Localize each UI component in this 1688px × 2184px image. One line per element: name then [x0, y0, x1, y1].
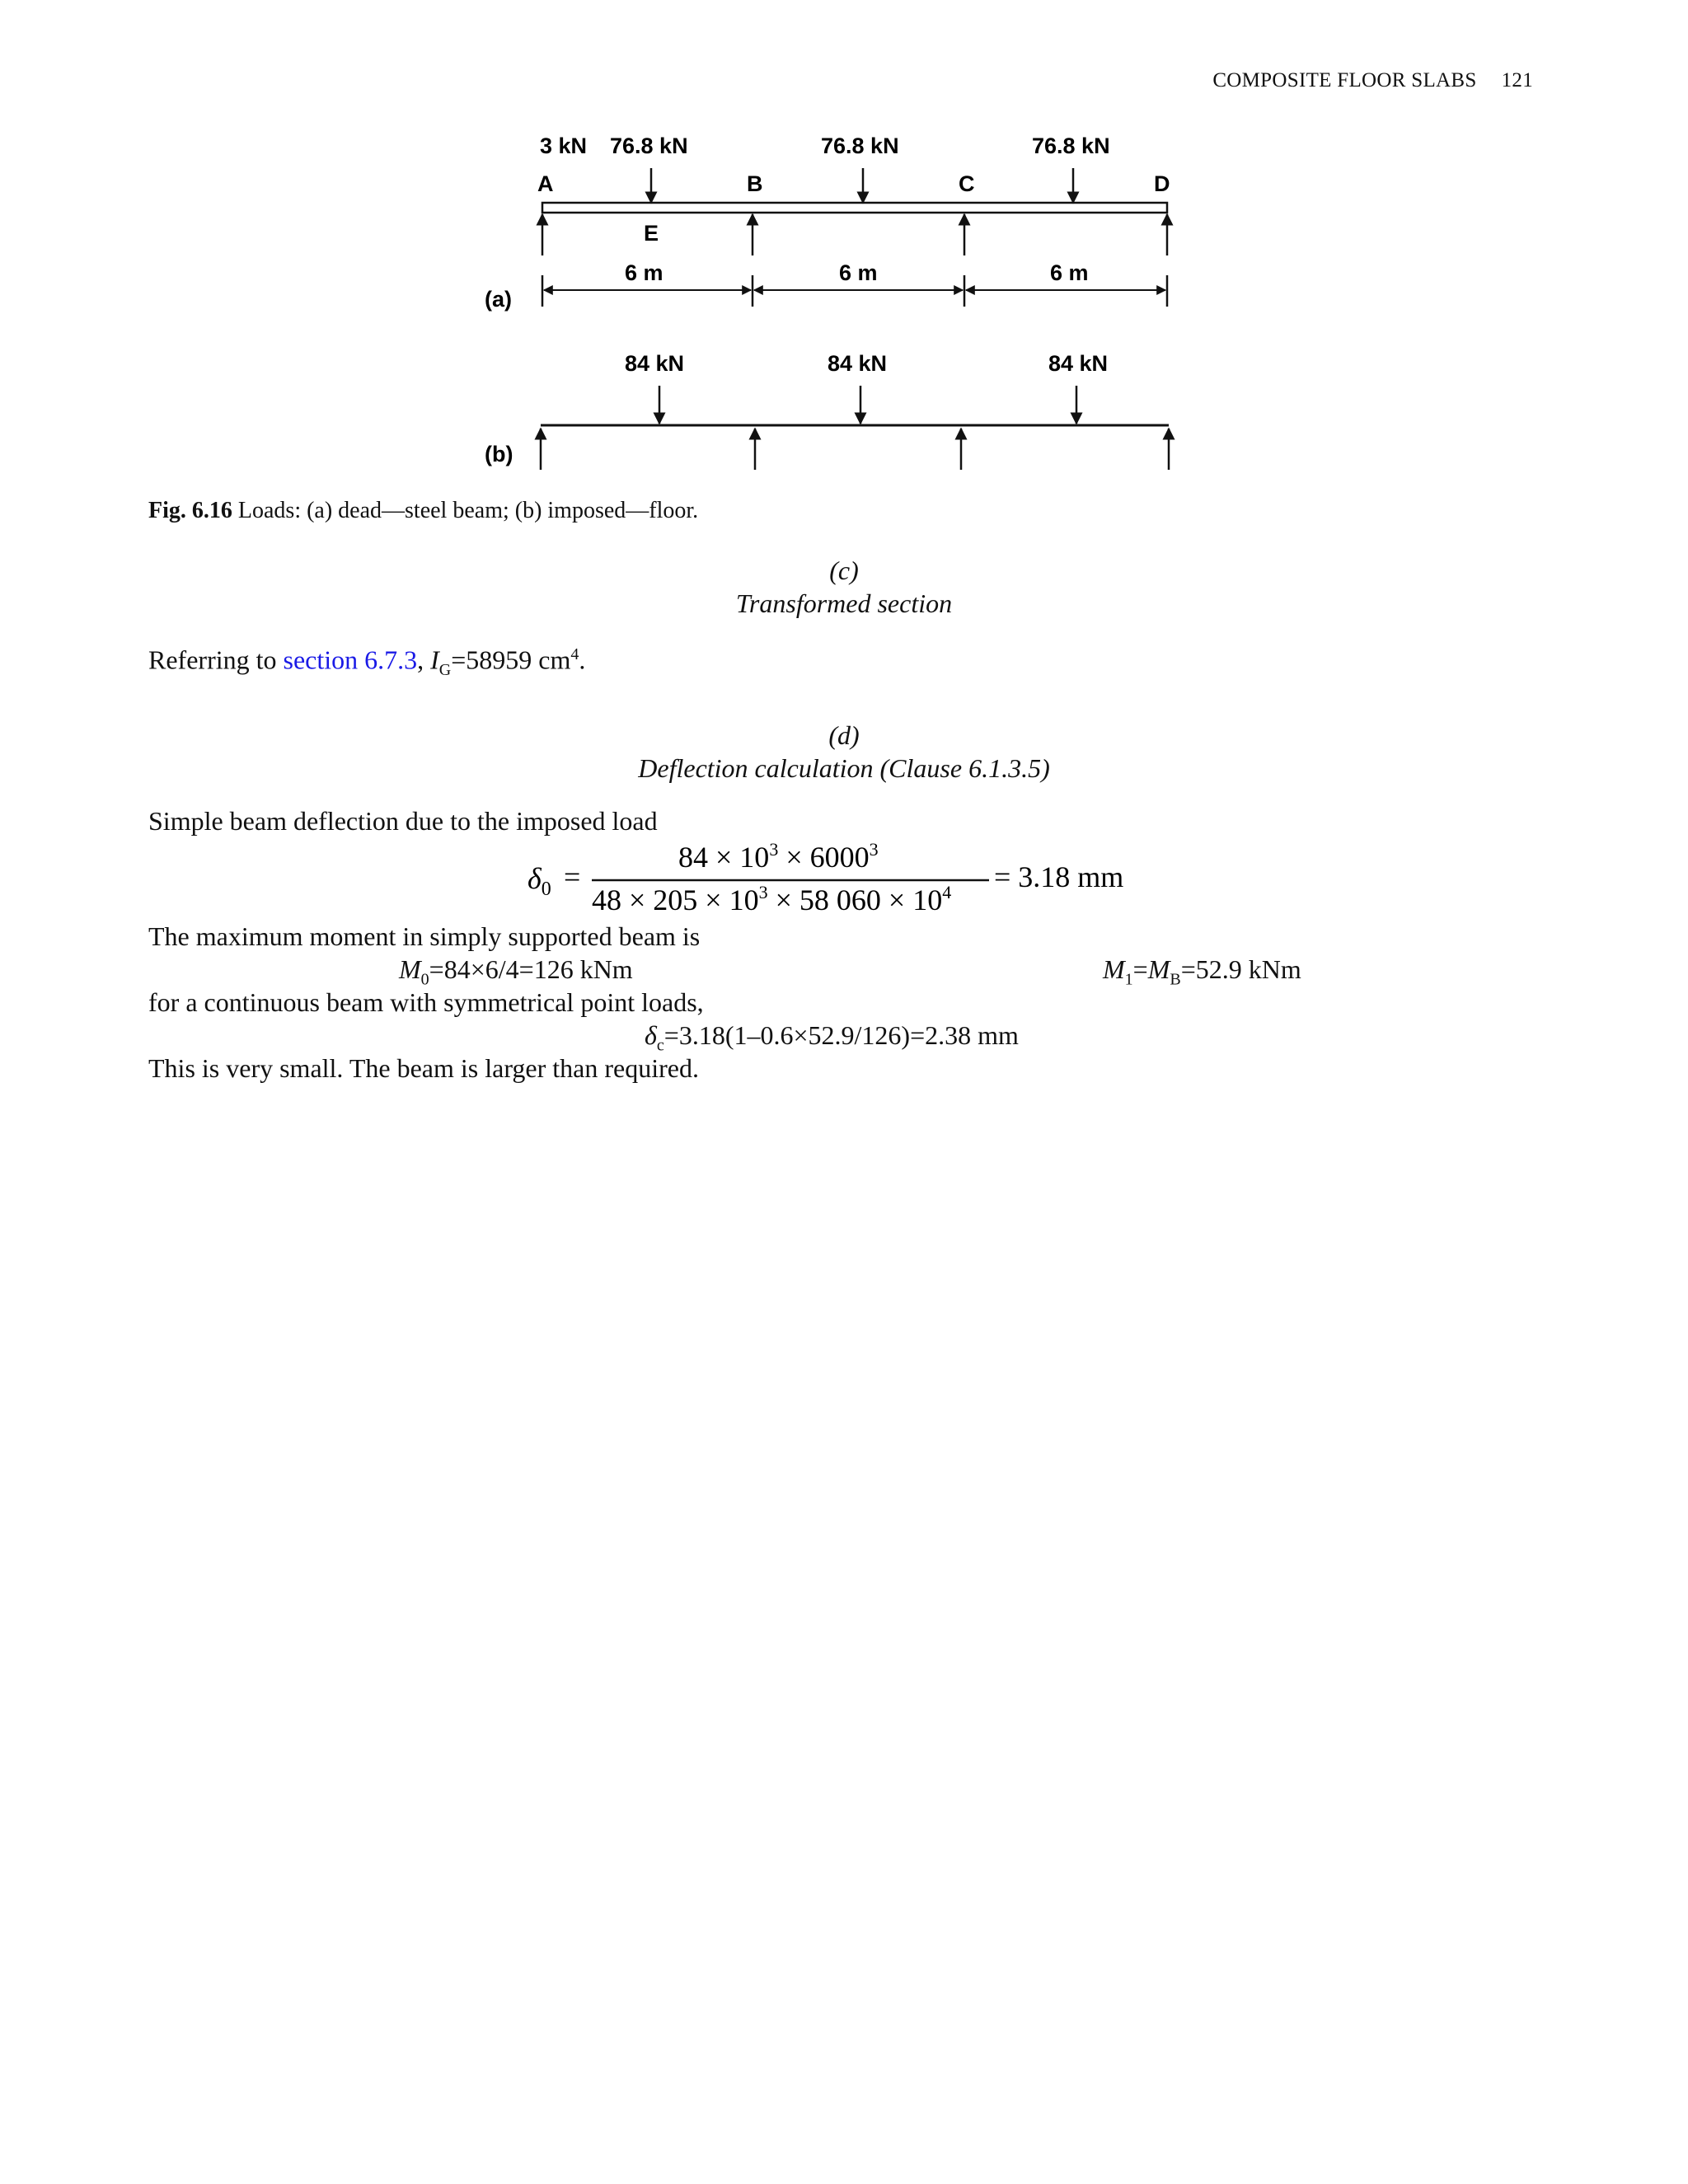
section-c-title: Transformed section — [735, 588, 953, 618]
m0-symbol: M — [399, 954, 421, 984]
m1-symbol: M — [1103, 954, 1125, 984]
panel-b-label: (b) — [485, 442, 513, 466]
deltac-symbol: δ — [645, 1020, 657, 1050]
equation-lhs: $\delta_0$ — [528, 862, 551, 900]
span3-label: 6 m — [1050, 260, 1089, 285]
mb-subscript: B — [1170, 970, 1181, 989]
max-moment-text: The maximum moment in simply supported beam is — [148, 921, 701, 951]
load-3kn-label: 3 kN — [540, 134, 588, 158]
equation-equals: = — [564, 860, 581, 893]
load-mid-label: 76.8 kN — [821, 134, 899, 158]
m1-equation — [1103, 953, 1301, 996]
deflection-equation — [495, 832, 1170, 923]
m1-equals: = — [1132, 954, 1148, 984]
section-link[interactable]: section 6.7.3 — [283, 644, 418, 675]
m1-value: =52.9 kNm — [1180, 954, 1301, 984]
referring-comma: , — [417, 644, 431, 675]
m0-subscript: 0 — [420, 970, 429, 989]
caption-text: Loads: (a) dead—steel beam; (b) imposed—floor. — [232, 498, 699, 523]
section-c-letter: (c) — [829, 555, 859, 585]
load1-label-b: 84 kN — [625, 351, 685, 376]
ig-superscript: 4 — [570, 645, 579, 663]
load-e-label: 76.8 kN — [610, 134, 688, 158]
span2-label: 6 m — [839, 260, 878, 285]
equation-numerator: $84 \times 10^3 \times 6000^3$ — [678, 839, 879, 874]
figure-caption — [148, 498, 698, 524]
point-e-label: E — [644, 221, 659, 246]
referring-prefix: Referring to — [148, 644, 284, 675]
panel-a-label: (a) — [485, 287, 512, 312]
section-d-title: Deflection calculation (Clause 6.1.3.5) — [638, 753, 1050, 783]
ig-subscript: G — [438, 661, 452, 680]
load-right-label: 76.8 kN — [1032, 134, 1110, 158]
referring-end: . — [579, 644, 586, 675]
beam-load-figure — [462, 124, 1203, 486]
ig-symbol: I — [430, 644, 439, 675]
load2-label-b: 84 kN — [828, 351, 888, 376]
beam-a — [542, 203, 1167, 213]
deltac-equation — [645, 1019, 1019, 1062]
running-header — [1212, 69, 1533, 92]
conclusion-text: This is very small. The beam is larger than required. — [148, 1053, 699, 1083]
support-c-label: C — [959, 171, 975, 196]
deltac-value: =3.18(1–0.6×52.9/126)=2.38 mm — [663, 1020, 1019, 1050]
continuous-text: for a continuous beam with symmetrical point loads, — [148, 987, 704, 1017]
span1-label: 6 m — [625, 260, 663, 285]
page-number: 121 — [1501, 69, 1533, 91]
equation-result: = 3.18 mm — [994, 860, 1124, 893]
support-a-label: A — [537, 171, 554, 196]
simple-beam-text: Simple beam deflection due to the imposed load — [148, 806, 658, 836]
mb-symbol: M — [1147, 954, 1170, 984]
deltac-subscript: c — [656, 1036, 664, 1055]
m0-value: =84×6/4=126 kNm — [429, 954, 633, 984]
equation-denominator: $48 \times 205 \times 10^3 \times 58$ $060 \times 10^4$ — [592, 882, 952, 916]
ig-value: =58959 cm — [451, 644, 571, 675]
m1-subscript: 1 — [1124, 970, 1133, 989]
caption-number: Fig. 6.16 — [148, 498, 232, 523]
referring-line — [148, 638, 585, 687]
support-d-label: D — [1154, 171, 1170, 196]
load3-label-b: 84 kN — [1048, 351, 1109, 376]
support-b-label: B — [747, 171, 763, 196]
header-title: COMPOSITE FLOOR SLABS — [1212, 69, 1477, 91]
section-d-letter: (d) — [828, 720, 860, 750]
